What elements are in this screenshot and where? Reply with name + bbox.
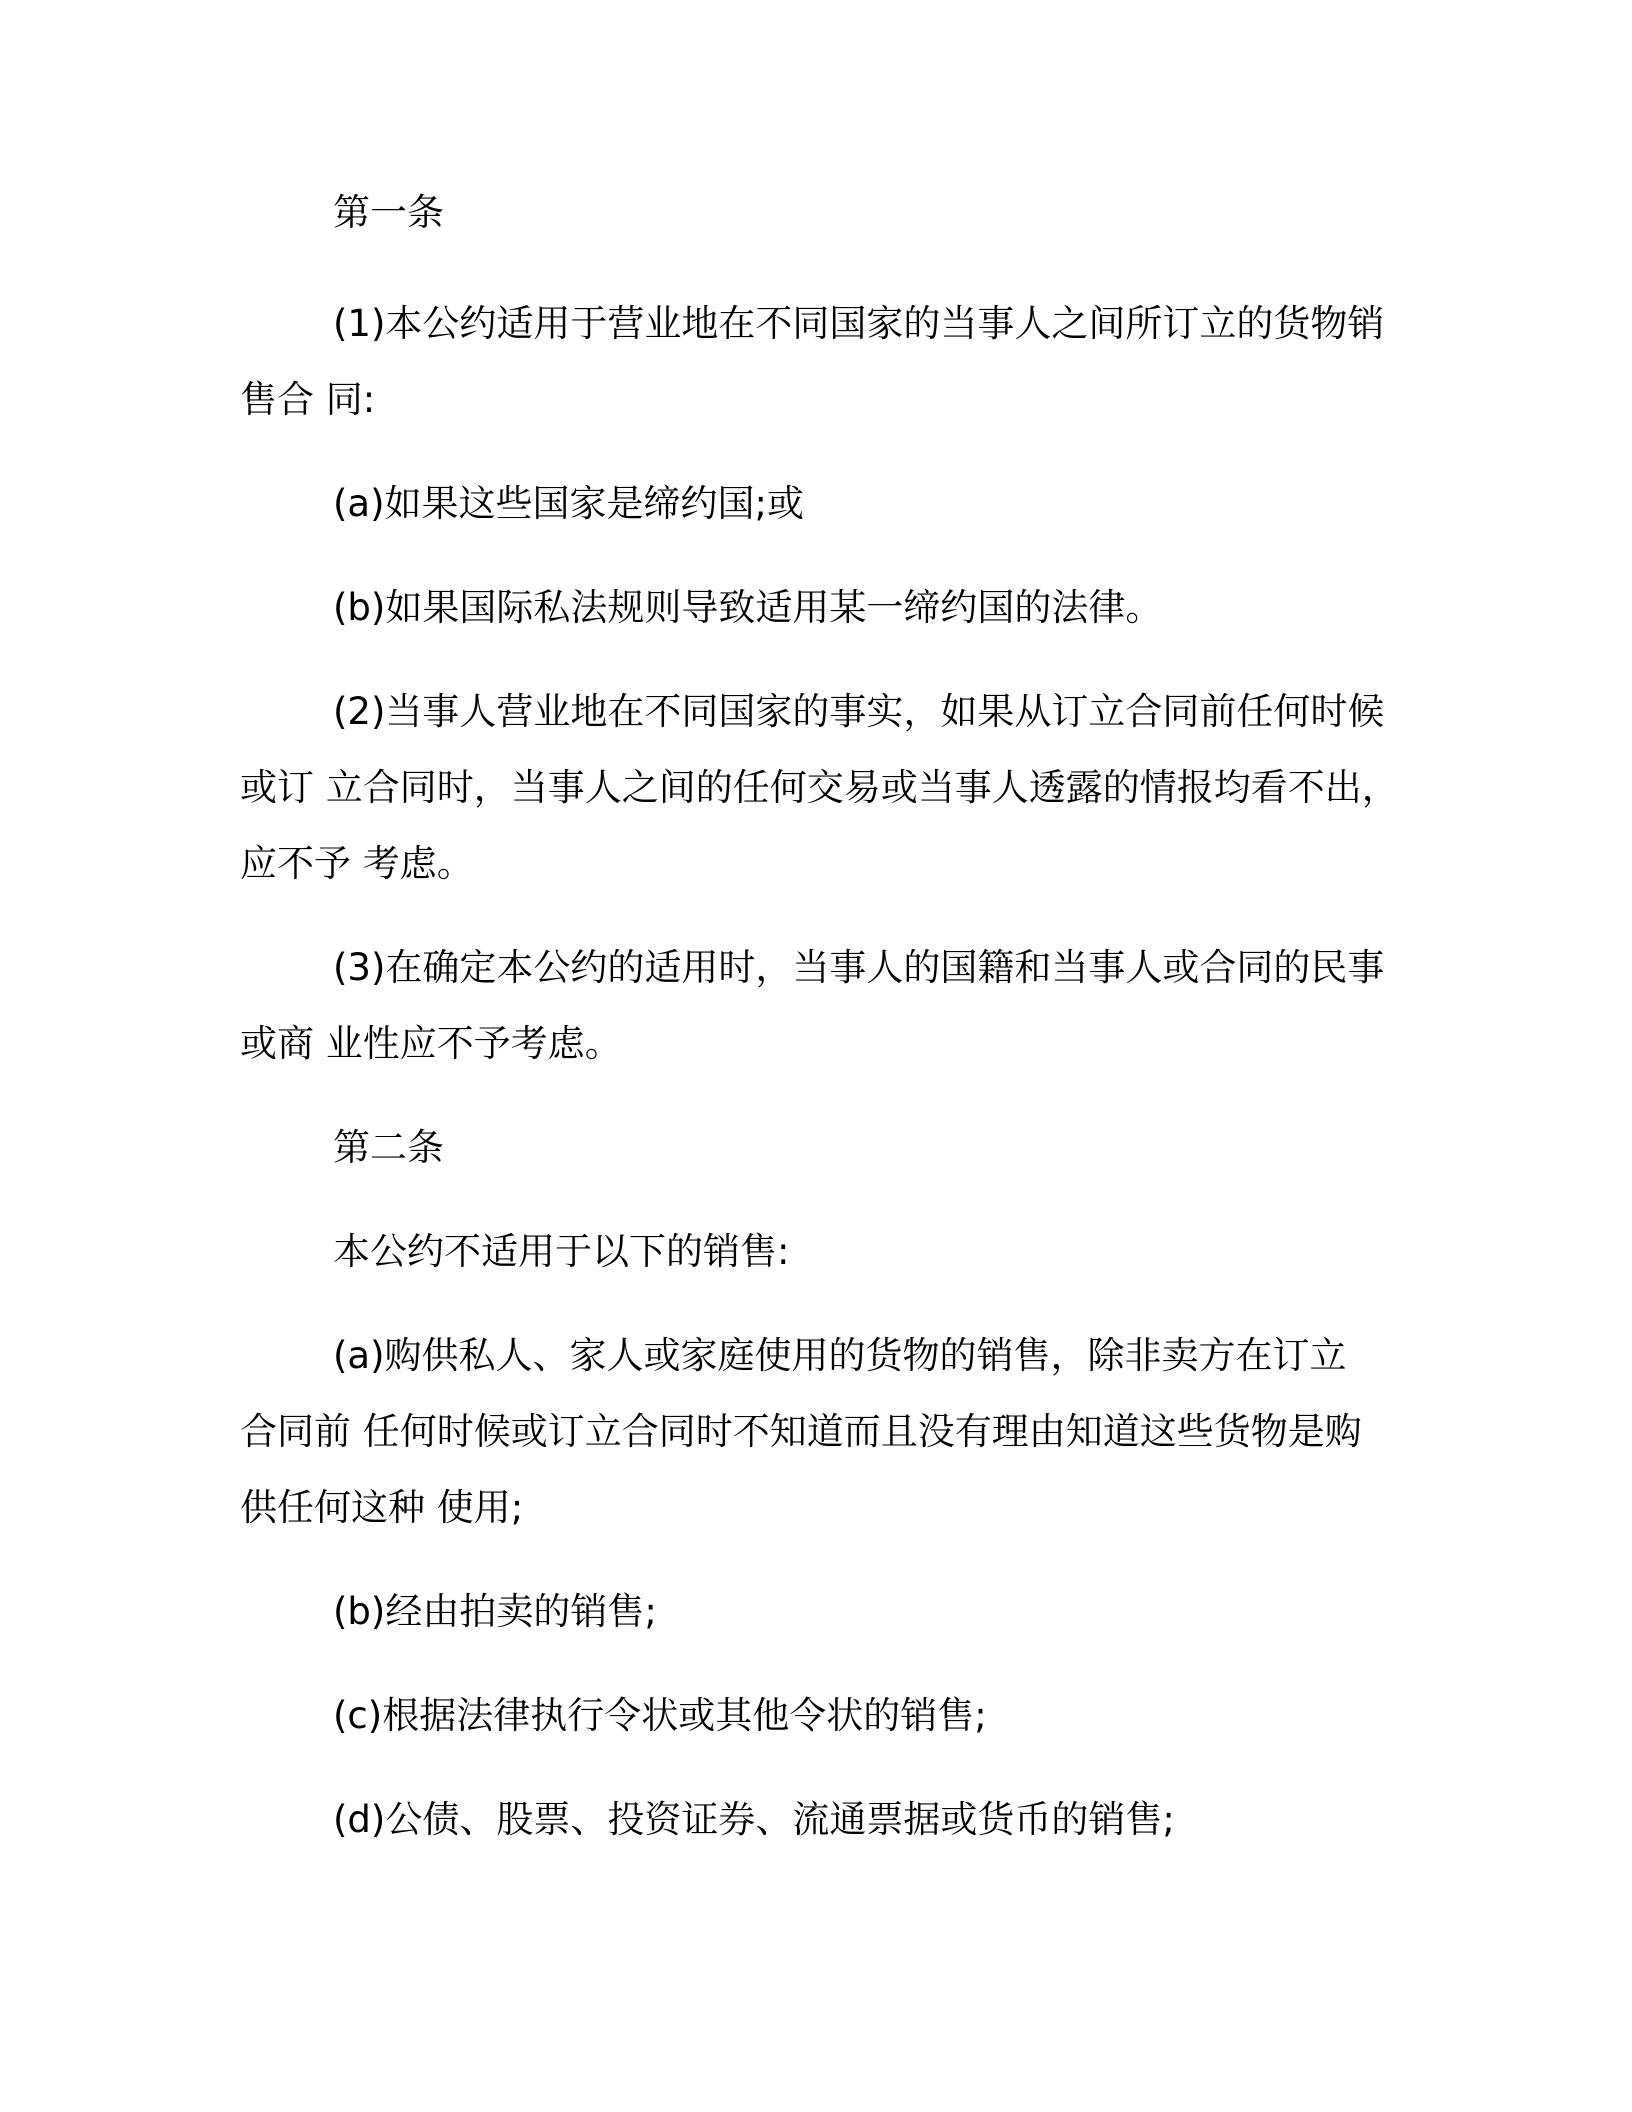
clause-2-intro — [240, 1214, 1632, 1290]
paragraph-line: 第二条 — [333, 1126, 444, 1169]
clause-2-c — [240, 1678, 1632, 1754]
clause-1-1-a — [240, 466, 1632, 542]
paragraph-line: (c)根据法律执行令状或其他令状的销售; — [333, 1694, 987, 1737]
clause-1-3 — [240, 930, 1632, 1082]
paragraph-line: 本公约不适用于以下的销售: — [333, 1230, 790, 1273]
clause-2-b — [240, 1574, 1632, 1650]
paragraph-line: (a)购供私人、家人或家庭使用的货物的销售，除非卖方在订立 — [333, 1334, 1347, 1377]
clause-1-1-b — [240, 570, 1632, 646]
paragraph-line: 应不予 考虑。 — [240, 842, 474, 885]
paragraph-line: (d)公债、股票、投资证券、流通票据或货币的销售; — [333, 1798, 1175, 1841]
paragraph-line: 供任何这种 使用; — [240, 1486, 524, 1529]
paragraph-line: (3)在确定本公约的适用时，当事人的国籍和当事人或合同的民事 — [333, 946, 1385, 989]
clause-2-d — [240, 1782, 1632, 1858]
paragraph-line: (a)如果这些国家是缔约国;或 — [333, 482, 805, 525]
article-heading-2 — [240, 1110, 1632, 1186]
clause-1-2 — [240, 674, 1632, 902]
paragraph-line: 售合 同: — [240, 378, 376, 421]
paragraph-line: (b)经由拍卖的销售; — [333, 1590, 657, 1633]
paragraph-line: (1)本公约适用于营业地在不同国家的当事人之间所订立的货物销 — [333, 302, 1385, 345]
clause-1-1 — [240, 286, 1632, 438]
clause-2-a — [240, 1318, 1632, 1546]
paragraph-line: (2)当事人营业地在不同国家的事实，如果从订立合同前任何时候 — [333, 690, 1385, 733]
article-heading-1 — [240, 175, 1632, 251]
paragraph-line: (b)如果国际私法规则导致适用某一缔约国的法律。 — [333, 586, 1163, 629]
paragraph-line: 合同前 任何时候或订立合同时不知道而且没有理由知道这些货物是购 — [240, 1410, 1362, 1453]
paragraph-line: 或商 业性应不予考虑。 — [240, 1022, 622, 1065]
paragraph-line: 第一条 — [333, 191, 444, 234]
paragraph-line: 或订 立合同时，当事人之间的任何交易或当事人透露的情报均看不出， — [240, 766, 1399, 809]
